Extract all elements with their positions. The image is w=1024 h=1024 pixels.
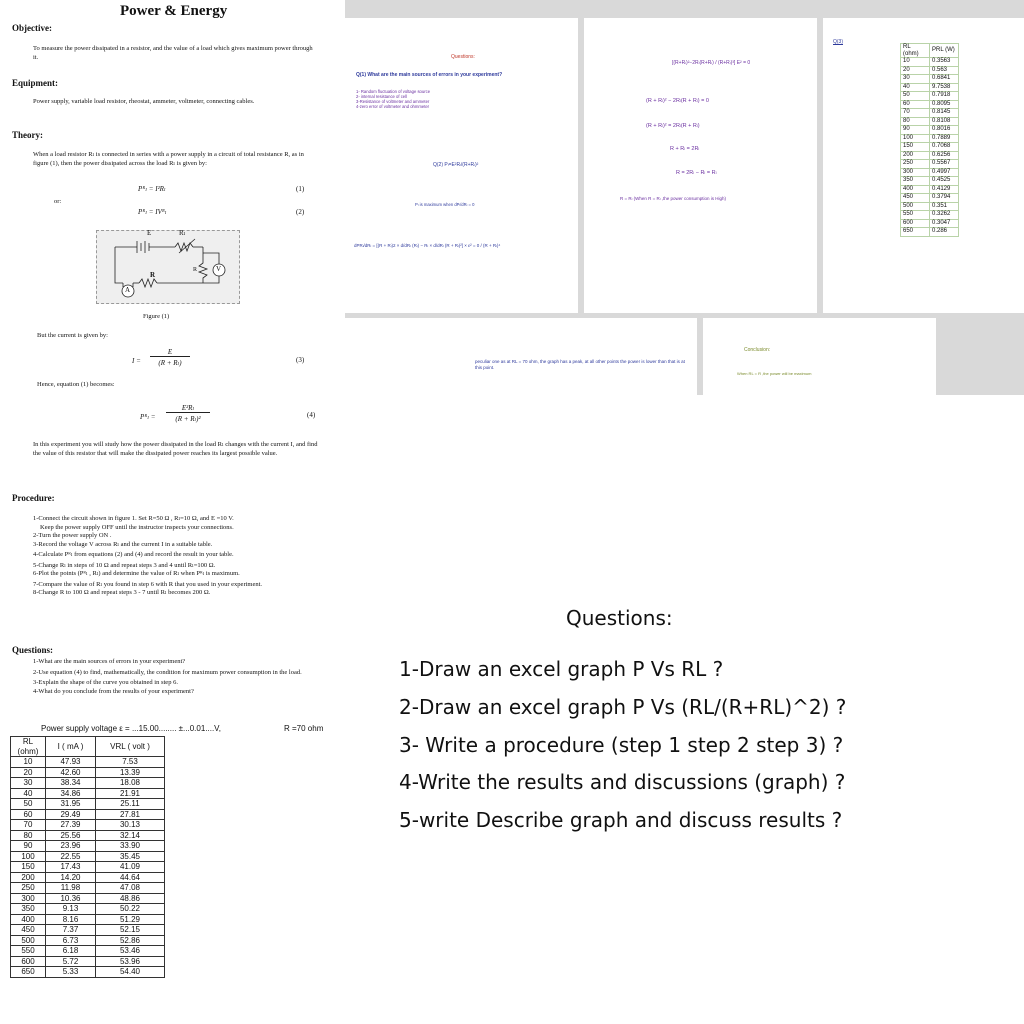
table-cell: 20 [901,66,930,75]
table-cell: 33.90 [96,841,165,852]
prl-header-cell: RL (ohm) [901,44,930,58]
table-cell: 50 [901,92,930,101]
figure-caption: Figure (1) [143,313,170,320]
table-cell: 0.3563 [930,58,959,67]
table-row [11,956,165,967]
table-cell: 0.7918 [930,92,959,101]
table-cell: 350 [11,904,46,915]
table-row [901,58,959,67]
procedure-step: 5-Change Rₗ in steps of 10 Ω and repeat steps 3 and 4 until Rₗ=100 Ω. [33,561,216,569]
slide1-answer: 1- Random fluctuation of voltage source [356,89,431,94]
procedure-step: 1-Connect the circuit shown in figure 1. Set R=50 Ω , Rₗ=10 Ω, and E =10 V. [33,515,234,522]
table-row [901,168,959,177]
circuit-label-r: R [150,271,156,279]
questions-heading: Questions: [566,606,673,630]
table-cell: 550 [11,946,46,957]
derivation-line: R = 2Rₗ − Rₗ = Rₗ [676,170,717,176]
slide-peak-discussion [345,318,697,395]
table-cell: 7.37 [46,925,96,936]
table-cell: 80 [11,830,46,841]
table-row [11,862,165,873]
table-row [11,935,165,946]
prl-table-header [901,44,959,58]
table-cell: 0.563 [930,66,959,75]
table-cell: 30 [901,75,930,84]
question-item: 4-Write the results and discussions (graph) ? [399,770,846,794]
table-cell: 40 [11,788,46,799]
table-row [901,177,959,186]
table-cell: 150 [901,143,930,152]
table-row [11,809,165,820]
table-cell: 650 [901,228,930,237]
table-cell: 50 [11,799,46,810]
table-cell: 6.18 [46,946,96,957]
table-cell: 0.3262 [930,211,959,220]
measurement-header-cell: VRL ( volt ) [96,737,165,757]
table-cell: 0.286 [930,228,959,237]
table-cell: 5.33 [46,967,96,978]
table-row [11,820,165,831]
table-cell: 0.8145 [930,109,959,118]
table-cell: 0.4129 [930,185,959,194]
table-cell: 25.11 [96,799,165,810]
table-cell: 150 [11,862,46,873]
table-cell: 0.7889 [930,134,959,143]
table-row [11,799,165,810]
question-item: 3- Write a procedure (step 1 step 2 step 3) ? [399,733,844,757]
table-cell: 100 [11,851,46,862]
table-row [901,83,959,92]
slide1-answers [356,89,556,109]
table-cell: 42.60 [46,767,96,778]
measurement-table-body [11,737,165,978]
question-item: 2-Draw an excel graph P Vs (RL/(R+RL)^2) ? [399,695,847,719]
slide5-text: When RL = R ,the power will be maximum [737,371,812,376]
procedure-step: 3-Record the voltage V across Rₗ and the current I in a suitable table. [33,540,213,548]
table-cell: 54.40 [96,967,165,978]
slide-conclusion [703,318,936,395]
table-cell: 0.3047 [930,219,959,228]
table-cell: 32.14 [96,830,165,841]
table-cell: 5.72 [46,956,96,967]
equation-4-numerator: E²Rₗ [166,404,210,413]
prl-table [900,43,959,237]
table-cell: 200 [11,872,46,883]
table-row [11,883,165,894]
circuit-label-rl: Rₗ [179,229,186,237]
current-text: But the current is given by: [37,332,108,339]
table-row [901,151,959,160]
slide3-heading: Q(3) [833,39,843,45]
objective-heading: Objective: [12,23,52,33]
table-cell: 17.43 [46,862,96,873]
table-row [11,925,165,936]
table-cell: 450 [901,194,930,203]
table-cell: 47.93 [46,757,96,768]
table-cell: 550 [901,211,930,220]
table-cell: 31.95 [46,799,96,810]
table-cell: 13.39 [96,767,165,778]
table-row [901,228,959,237]
table-cell: 27.39 [46,820,96,831]
table-cell: 300 [11,893,46,904]
table-cell: 0.351 [930,202,959,211]
slide-prl-table [823,18,1024,313]
equation-1: Pᴿₗ = I²Rₗ [138,185,166,193]
procedure-step: 4-Calculate Pᴿₗ from equations (2) and (4) and record the result in your table. [33,551,234,558]
table-cell: 600 [901,219,930,228]
equation-2: Pᴿₗ = IVᴿₗ [138,208,167,216]
circuit-figure [96,230,240,304]
table-row [901,100,959,109]
table-cell: 14.20 [46,872,96,883]
table-cell: 53.46 [96,946,165,957]
table-row [901,109,959,118]
table-cell: 9.13 [46,904,96,915]
table-cell: 10 [11,757,46,768]
table-cell: 8.16 [46,914,96,925]
equation-3-denominator: (R + Rₗ) [158,359,182,367]
table-cell: 25.56 [46,830,96,841]
table-cell: 30.13 [96,820,165,831]
circuit-label-e: E [147,229,152,237]
theory-text: When a load resistor Rₗ is connected in series with a power supply in a circuit of total resistance R, as in figure (1), then the power dissipated across the load Rₗ is given by: [33,151,304,167]
table-cell: 50.22 [96,904,165,915]
table-row [11,757,165,768]
supply-voltage-label: Power supply voltage ε = ...15.00........ ±...0.01....V, [41,724,221,733]
table-row [11,841,165,852]
table-row [11,788,165,799]
slide1-question-2: Q(2) Pₗ=E²Rₗ/(R+Rₗ)² [433,162,479,168]
doc-question: 2-Use equation (4) to find, mathematically, the condition for maximum power consumption in the load. [33,668,302,676]
table-cell: 60 [901,100,930,109]
table-cell: 47.08 [96,883,165,894]
table-row [11,778,165,789]
table-row [901,160,959,169]
study-text: In this experiment you will study how the power dissipated in the load Rₗ changes with the current I, and find the value of this resistor that will make the dissipated power reaches its largest possible value. [33,441,318,457]
equation-4-lhs: Pᴿₗ = [140,413,156,421]
question-item: 1-Draw an excel graph P Vs RL ? [399,657,724,681]
table-cell: 51.29 [96,914,165,925]
table-cell: 41.09 [96,862,165,873]
table-cell: 400 [11,914,46,925]
document-title: Power & Energy [120,3,228,19]
table-cell: 7.53 [96,757,165,768]
table-cell: 20 [11,767,46,778]
table-row [901,219,959,228]
table-cell: 0.7068 [930,143,959,152]
table-cell: 90 [901,126,930,135]
table-row [11,851,165,862]
slide-derivation [584,18,817,313]
table-cell: 38.34 [46,778,96,789]
table-cell: 500 [901,202,930,211]
table-row [11,767,165,778]
or-label: or: [54,198,62,205]
table-row [901,185,959,194]
table-row [11,904,165,915]
table-row [901,134,959,143]
derivation-line: R = Rₗ (When R = Rₗ ,the power consumption is High) [620,196,727,201]
procedure-step: 6-Plot the points (Pᴿₗ , Rₗ) and determine the value of Rₗ when Pᴿₗ is maximum. [33,570,240,577]
table-row [901,202,959,211]
table-cell: 300 [901,168,930,177]
table-cell: 52.86 [96,935,165,946]
slide1-max-condition: Pₗ is maximum when dPₗ/dRₗ = 0 [415,202,475,207]
slide1-derivative: dPRₗ/dRₗ = [(R + Rₗ)2 × d/dRₗ (Rₗ) − Rₗ × d/dRₗ (R + Rₗ)²] × ε² = 0 / (R + Rₗ)⁴ [354,243,501,248]
table-cell: 350 [901,177,930,186]
table-cell: 450 [11,925,46,936]
doc-question: 4-What do you conclude from the results of your experiment? [33,687,194,695]
table-cell: 22.55 [46,851,96,862]
slide1-answer: 2- internal resistance of cell [356,94,407,99]
table-cell: 52.15 [96,925,165,936]
table-row [901,194,959,203]
table-cell: 29.49 [46,809,96,820]
procedure-step: 2-Turn the power supply ON . [33,532,112,539]
table-cell: 0.6841 [930,75,959,84]
lab-document [0,0,345,1024]
equation-1-number: (1) [296,185,305,193]
equation-2-number: (2) [296,208,305,216]
doc-questions-list [33,658,323,696]
equation-4-number: (4) [307,411,316,419]
prl-header-cell: PRL (W) [930,44,959,58]
table-cell: 53.96 [96,956,165,967]
table-row [901,126,959,135]
table-cell: 400 [901,185,930,194]
resistance-label: R =70 ohm [284,724,324,733]
table-cell: 0.4997 [930,168,959,177]
table-cell: 0.3794 [930,194,959,203]
equation-3-number: (3) [296,356,305,364]
table-cell: 70 [11,820,46,831]
table-cell: 60 [11,809,46,820]
table-cell: 9.7538 [930,83,959,92]
procedure-step: Keep the power supply OFF until the instructor inspects your connections. [40,523,234,531]
procedure-heading: Procedure: [12,493,55,503]
table-cell: 0.4525 [930,177,959,186]
procedure-step: 8-Change R to 100 Ω and repeat steps 3 - 7 until Rₗ becomes 200 Ω. [33,589,211,596]
slide1-answer: 3-Resistance of voltmeter and ammeter [356,99,430,104]
slide1-heading: Questions: [451,54,475,60]
table-cell: 10 [901,58,930,67]
table-cell: 250 [11,883,46,894]
equipment-heading: Equipment: [12,78,59,88]
table-cell: 23.96 [46,841,96,852]
table-row [11,830,165,841]
equation-4-denominator: (R + Rₗ)² [175,415,201,423]
measurement-table [10,736,165,978]
doc-question: 3-Explain the shape of the curve you obtained in step 6. [33,679,178,686]
table-cell: 18.08 [96,778,165,789]
slide4-text: peculiar one as at RL = 70 ohm, the graph has a peak, at all other points the power is lower than that is at this point. [475,359,685,370]
table-cell: 0.6256 [930,151,959,160]
table-cell: 11.98 [46,883,96,894]
slide1-question-1: Q(1) What are the main sources of errors in your experiment? [356,72,503,78]
equipment-text: Power supply, variable load resistor, rheostat, ammeter, voltmeter, connecting cables. [33,98,255,105]
table-cell: 10.36 [46,893,96,904]
derivation-line: (R + Rₗ)² − 2Rₗ(R + Rₗ) = 0 [646,98,709,104]
equation-3-lhs: I = [132,357,141,365]
table-row [11,967,165,978]
derivation-line: (R + Rₗ)² = 2Rₗ(R + Rₗ) [646,123,700,129]
table-cell: 6.73 [46,935,96,946]
doc-question: 1-What are the main sources of errors in your experiment? [33,658,186,665]
table-cell: 0.8095 [930,100,959,109]
question-item: 5-write Describe graph and discuss results ? [399,808,843,832]
measurement-header-cell: I ( mA ) [46,737,96,757]
table-row [901,143,959,152]
table-cell: 70 [901,109,930,118]
table-cell: 600 [11,956,46,967]
measurement-header-cell: RL (ohm) [11,737,46,757]
table-row [901,66,959,75]
table-row [11,872,165,883]
equation-3-numerator: E [150,348,190,357]
table-row [11,914,165,925]
table-row [901,117,959,126]
table-cell: 90 [11,841,46,852]
hence-text: Hence, equation (1) becomes: [37,381,115,388]
table-cell: 27.81 [96,809,165,820]
table-row [11,946,165,957]
table-cell: 48.86 [96,893,165,904]
measurement-table-header [11,737,165,757]
table-cell: 500 [11,935,46,946]
slide1-answer: 4-zero error of voltmeter and ohmmeter [356,104,430,109]
table-cell: 34.86 [46,788,96,799]
table-cell: 0.5567 [930,160,959,169]
table-cell: 30 [11,778,46,789]
prl-table-body [901,44,959,237]
table-cell: 80 [901,117,930,126]
theory-heading: Theory: [12,130,43,140]
table-cell: 650 [11,967,46,978]
circuit-label-v: V [216,265,222,273]
derivation-line: [(R+Rₗ)²−2Rₗ(R+Rₗ) / (R+Rₗ)³] E² = 0 [672,60,751,66]
table-cell: 35.45 [96,851,165,862]
table-cell: 21.91 [96,788,165,799]
table-cell: 0.8016 [930,126,959,135]
slide-questions [345,18,578,313]
table-row [901,75,959,84]
table-row [901,92,959,101]
circuit-label-a: A [125,286,131,294]
table-cell: 200 [901,151,930,160]
table-cell: 100 [901,134,930,143]
procedure-list [33,515,323,598]
objective-text: To measure the power dissipated in a resistor, and the value of a load which gives maximum power through it. [33,45,313,61]
derivation-line: R + Rₗ = 2Rₗ [670,146,700,152]
circuit-label-r2: R [193,267,198,273]
table-cell: 250 [901,160,930,169]
table-cell: 40 [901,83,930,92]
procedure-step: 7-Compare the value of Rₗ you found in step 6 with R that you used in your experiment. [33,580,263,588]
table-row [901,211,959,220]
slide5-heading: Conclusion: [744,347,771,353]
doc-questions-heading: Questions: [12,645,54,655]
table-cell: 44.64 [96,872,165,883]
table-row [11,893,165,904]
table-cell: 0.8108 [930,117,959,126]
